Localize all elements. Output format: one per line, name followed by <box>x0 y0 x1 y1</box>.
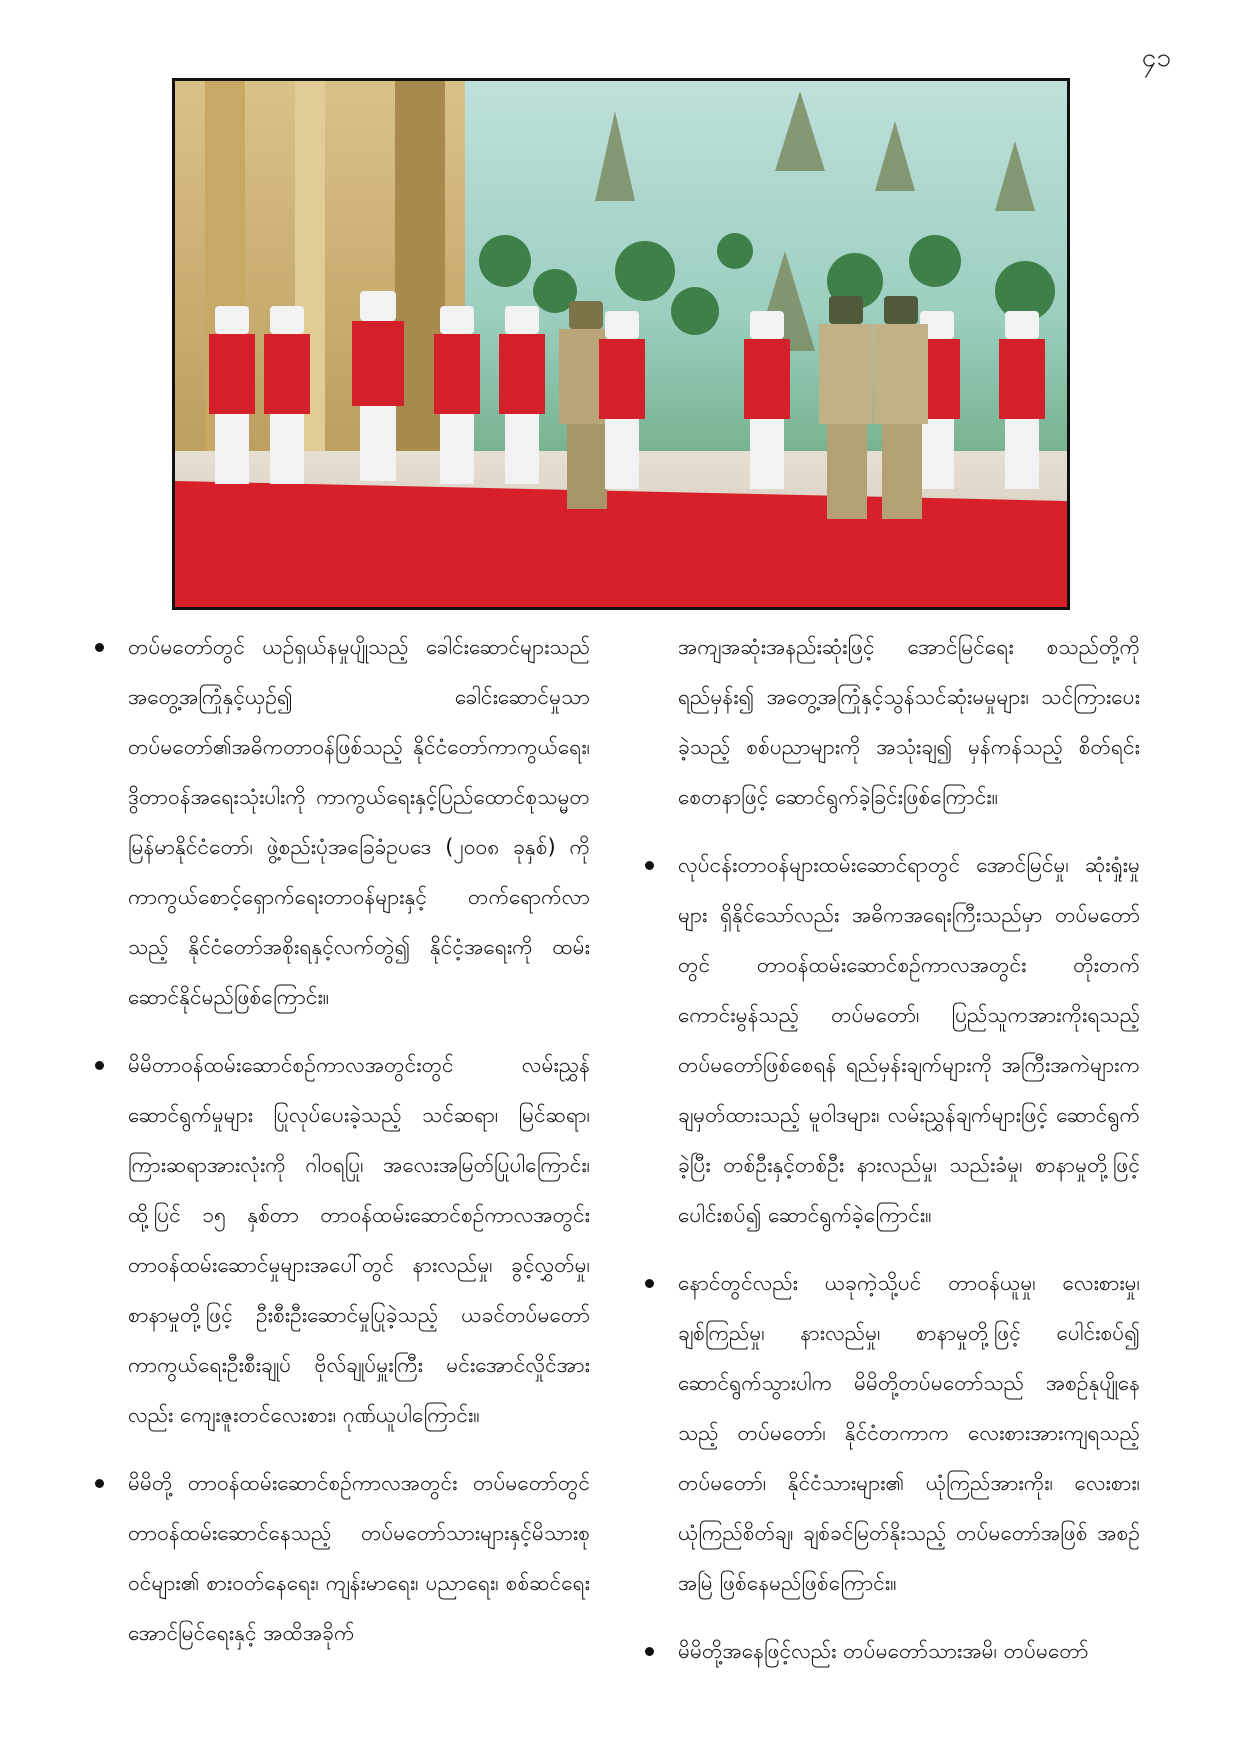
bullet-icon <box>95 643 104 652</box>
continued-paragraph: အကျအဆုံးအနည်းဆုံးဖြင့် အောင်မြင်ရေး စသည်တို့ကို ရည်မှန်း၍ အတွေ့အကြုံနှင့်သွန်သင်ဆုံးမမှုများ၊ သင်ကြားပေးခဲ့သည့် စစ်ပညာများကို အသုံးချ၍ မှန်ကန်သည့် စိတ်ရင်းစေတနာဖြင့် ဆောင်ရွက်ခဲ့ခြင်းဖြစ်ကြောင်း။ <box>678 635 1140 809</box>
bullet-icon <box>95 1061 104 1070</box>
ceremony-photo-graphic <box>175 81 1067 607</box>
bullet-icon <box>95 1479 104 1488</box>
bullet-icon <box>645 1647 654 1656</box>
left-column <box>90 622 590 1676</box>
list-item <box>90 622 590 1022</box>
bullet-text: မိမိတို့ တာဝန်ထမ်းဆောင်စဉ်ကာလအတွင်း တပ်မတော်တွင်တာဝန်ထမ်းဆောင်နေသည့် တပ်မတော်သားများနှင့်မိသားစုဝင်များ၏ စားဝတ်နေရေး၊ ကျန်းမာရေး၊ ပညာရေး၊ စစ်ဆင်ရေးအောင်မြင်ရေးနှင့် အထိအခိုက် <box>128 1471 590 1645</box>
list-item <box>640 840 1140 1240</box>
page-number: ၄၁ <box>1141 43 1171 73</box>
bullet-icon <box>645 861 654 870</box>
bullet-icon <box>645 1279 654 1288</box>
list-item <box>90 1458 590 1658</box>
bullet-text: တပ်မတော်တွင် ယဉ်ရှယ်နမှုပျိုသည့် ခေါင်းဆောင်များသည် အတွေ့အကြုံနှင့်ယှဉ်၍ ခေါင်းဆောင်မှုသာ တပ်မတော်၏အဓိကတာဝန်ဖြစ်သည့် နိုင်ငံတော်ကာကွယ်ရေး၊ ဒွိတာဝန်အရေးသုံးပါးကို ကာကွယ်ရေးနှင့်ပြည်ထောင်စုသမ္မတမြန်မာနိုင်ငံတော်၊ ဖွဲ့စည်းပုံအခြေခံဥပဒေ (၂၀၀၈ ခုနှစ်) ကို ကာကွယ်စောင့်ရှောက်ရေးတာဝန်များနှင့် တက်ရောက်လာသည့် နိုင်ငံတော်အစိုးရနှင့်လက်တွဲ၍ နိုင်ငံ့အရေးကို ထမ်းဆောင်နိုင်မည်ဖြစ်ကြောင်း။ <box>128 635 590 1009</box>
right-column <box>640 622 1140 1694</box>
bullet-text: လုပ်ငန်းတာဝန်များထမ်းဆောင်ရာတွင် အောင်မြင်မှု၊ ဆုံးရှုံးမှုများ ရှိနိုင်သော်လည်း အဓိကအရေးကြီးသည်မှာ တပ်မတော်တွင် တာဝန်ထမ်းဆောင်စဉ်ကာလအတွင်း တိုးတက်ကောင်းမွန်သည့် တပ်မတော်၊ ပြည်သူကအားကိုးရသည့် တပ်မတော်ဖြစ်စေရန် ရည်မှန်းချက်များကို အကြီးအကဲများက ချမှတ်ထားသည့် မူဝါဒများ၊ လမ်းညွှန်ချက်များဖြင့် ဆောင်ရွက်ခဲ့ပြီး တစ်ဦးနှင့်တစ်ဦး နားလည်မှု၊ သည်းခံမှု၊ စာနာမှုတို့ဖြင့် ပေါင်းစပ်၍ ဆောင်ရွက်ခဲ့ကြောင်း။ <box>678 853 1140 1227</box>
list-item <box>640 1626 1140 1676</box>
list-item <box>640 1258 1140 1608</box>
ceremony-photo <box>172 78 1070 610</box>
bullet-text: မိမိတို့အနေဖြင့်လည်း တပ်မတော်သားအမိ၊ တပ်မတော် <box>678 1639 1089 1663</box>
bullet-text: နောင်တွင်လည်း ယခုကဲ့သို့ပင် တာဝန်ယူမှု၊ လေးစားမှု၊ ချစ်ကြည်မှု၊ နားလည်မှု၊ စာနာမှုတို့ဖြင့် ပေါင်းစပ်၍ ဆောင်ရွက်သွားပါက မိမိတို့တပ်မတော်သည် အစဉ်နုပျိုနေသည့် တပ်မတော်၊ နိုင်ငံတကာက လေးစားအားကျရသည့်တပ်မတော်၊ နိုင်ငံသားများ၏ ယုံကြည်အားကိုး၊ လေးစား၊ ယုံကြည်စိတ်ချ၊ ချစ်ခင်မြတ်နိုးသည့် တပ်မတော်အဖြစ် အစဉ်အမြဲ ဖြစ်နေမည်ဖြစ်ကြောင်း။ <box>678 1271 1140 1595</box>
list-item <box>90 1040 590 1440</box>
bullet-text: မိမိတာဝန်ထမ်းဆောင်စဉ်ကာလအတွင်းတွင် လမ်းညွှန်ဆောင်ရွက်မှုများ ပြုလုပ်ပေးခဲ့သည့် သင်ဆရာ၊ မြင်ဆရာ၊ ကြားဆရာအားလုံးကို ဂါဝရပြု၊ အလေးအမြတ်ပြုပါကြောင်း၊ ထို့ပြင် ၁၅ နှစ်တာ တာဝန်ထမ်းဆောင်စဉ်ကာလအတွင်း တာဝန်ထမ်းဆောင်မှုများအပေါ်တွင် နားလည်မှု၊ ခွင့်လွှတ်မှု၊ စာနာမှုတို့ဖြင့် ဦးစီးဦးဆောင်မှုပြုခဲ့သည့် ယခင်တပ်မတော်ကာကွယ်ရေးဦးစီးချုပ် ဗိုလ်ချုပ်မှူးကြီး မင်းအောင်လှိုင်အားလည်း ကျေးဇူးတင်လေးစား၊ ဂုဏ်ယူပါကြောင်း။ <box>128 1053 590 1427</box>
